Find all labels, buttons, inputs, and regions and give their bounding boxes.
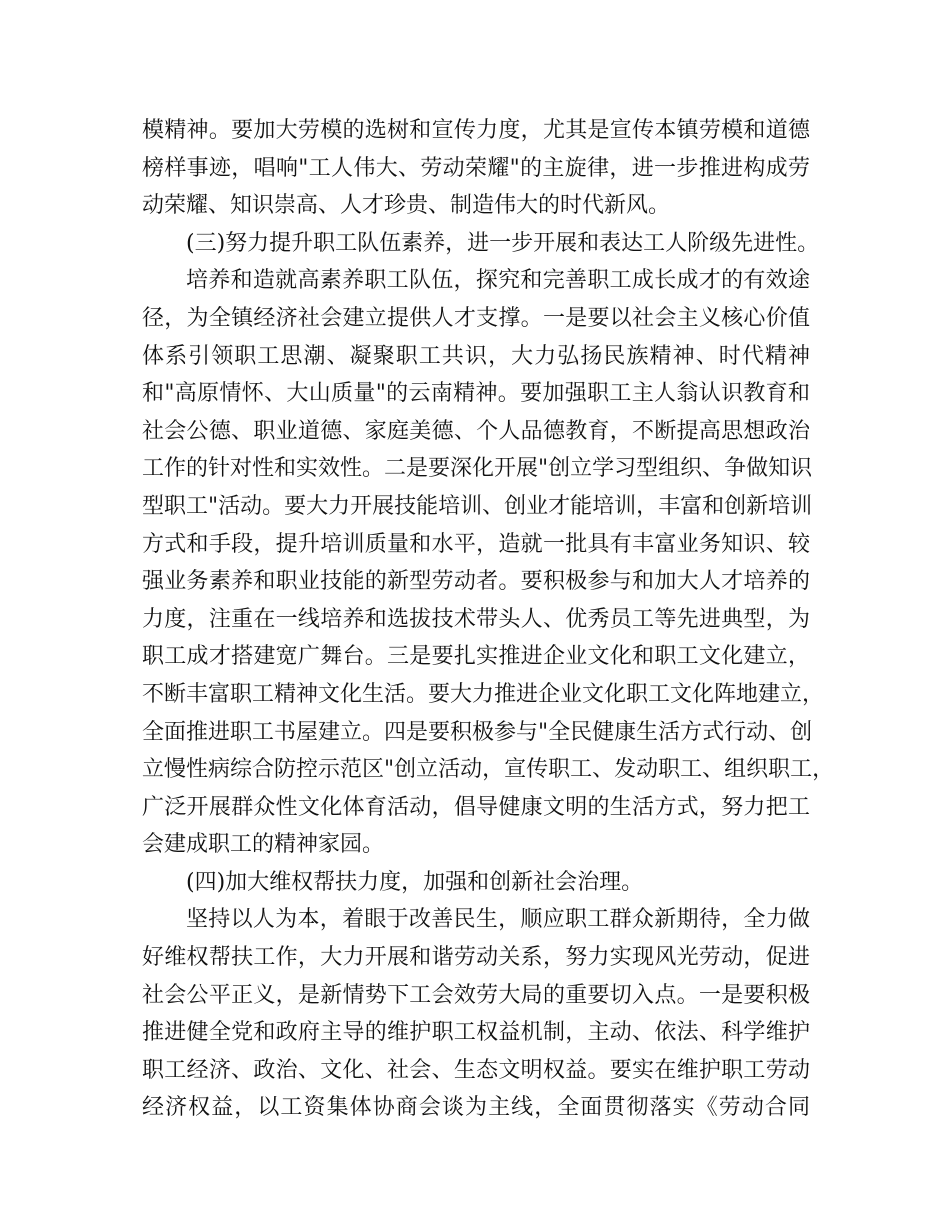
text-line: 经济权益，以工资集体协商会谈为主线，全面贯彻落实《劳动合同: [142, 1095, 810, 1121]
text-line: 榜样事迹，唱响"工人伟大、劳动荣耀"的主旋律，进一步推进构成劳: [142, 155, 810, 181]
text-line: 职工成才搭建宽广舞台。三是要扎实推进企业文化和职工文化建立，: [142, 644, 810, 670]
text-line: 推进健全党和政府主导的维护职工权益机制，主动、依法、科学维护: [142, 1020, 810, 1046]
text-line: 不断丰富职工精神文化生活。要大力推进企业文化职工文化阵地建立，: [142, 681, 825, 707]
text-line: 全面推进职工书屋建立。四是要积极参与"全民健康生活方式行动、创: [142, 719, 813, 745]
text-line: 工作的针对性和实效性。二是要深化开展"创立学习型组织、争做知识: [142, 456, 813, 482]
text-line: 立慢性病综合防控示范区"创立活动，宣传职工、发动职工、组织职工，: [142, 757, 835, 783]
text-line: 广泛开展群众性文化体育活动，倡导健康文明的生活方式，努力把工: [142, 794, 810, 820]
text-line: 坚持以人为本，着眼于改善民生，顺应职工群众新期待，全力做: [186, 907, 810, 933]
text-line: 体系引领职工思潮、凝聚职工共识，大力弘扬民族精神、时代精神: [142, 343, 810, 369]
text-line: 力度，注重在一线培养和选拔技术带头人、优秀员工等先进典型，为: [142, 606, 810, 632]
text-line: 会建成职工的精神家园。: [142, 832, 385, 858]
text-line: 型职工"活动。要大力开展技能培训、创业才能培训，丰富和创新培训: [142, 493, 813, 519]
text-line: 职工经济、政治、文化、社会、生态文明权益。要实在维护职工劳动: [142, 1057, 810, 1083]
text-line: 径，为全镇经济社会建立提供人才支撑。一是要以社会主义核心价值: [142, 305, 810, 331]
text-line: 好维权帮扶工作，大力开展和谐劳动关系，努力实现风光劳动，促进: [142, 945, 810, 971]
text-line: 方式和手段，提升培训质量和水平，造就一批具有丰富业务知识、较: [142, 531, 810, 557]
text-line: 模精神。要加大劳模的选树和宣传力度，尤其是宣传本镇劳模和道德: [142, 118, 810, 143]
section-heading: (三)努力提升职工队伍素养，进一步开展和表达工人阶级先进性。: [186, 230, 820, 256]
text-line: 和"高原情怀、大山质量"的云南精神。要加强职工主人翁认识教育和: [142, 381, 810, 407]
text-line: 社会公平正义，是新情势下工会效劳大局的重要切入点。一是要积极: [142, 982, 810, 1008]
text-line: 社会公德、职业道德、家庭美德、个人品德教育，不断提高思想政治: [142, 418, 810, 444]
section-heading: (四)加大维权帮扶力度，加强和创新社会治理。: [186, 869, 644, 895]
text-line: 强业务素养和职业技能的新型劳动者。要积极参与和加大人才培养的: [142, 569, 810, 595]
text-line: 培养和造就高素养职工队伍，探究和完善职工成长成才的有效途: [186, 268, 810, 294]
document-body: [142, 112, 835, 1127]
text-line: 动荣耀、知识崇高、人才珍贵、制造伟大的时代新风。: [142, 193, 671, 219]
